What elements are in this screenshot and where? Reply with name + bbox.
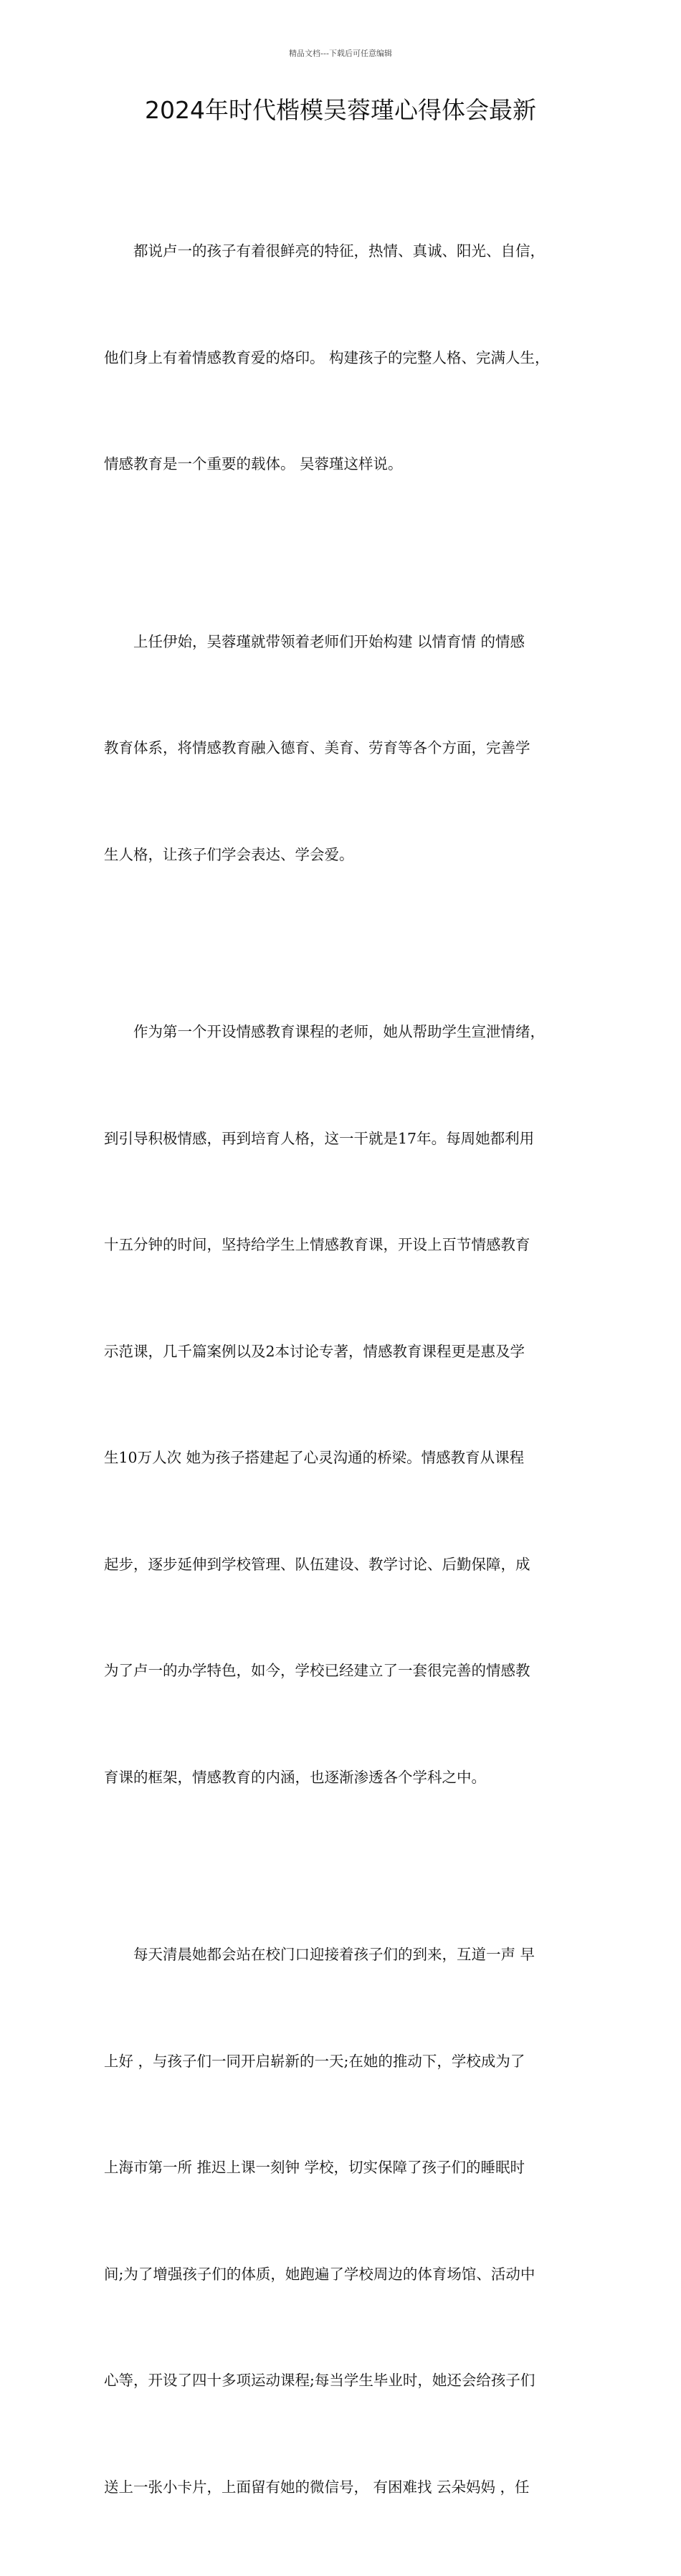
paragraph-line: 都说卢一的孩子有着很鲜亮的特征，热情、真诚、阳光、自信， — [133, 242, 545, 260]
paragraph-line: 送上一张小卡片，上面留有她的微信号， 有困难找 云朵妈妈 ，任 — [104, 2478, 530, 2496]
paragraph-line: 作为第一个开设情感教育课程的老师，她从帮助学生宣泄情绪， — [133, 1023, 545, 1040]
paragraph-4 — [104, 1866, 591, 2576]
paragraph-line: 他们身上有着情感教育爱的烙印。 构建孩子的完整人格、完满人生， — [104, 348, 550, 366]
paragraph-3 — [104, 944, 591, 1866]
paragraph-line: 上海市第一所 推迟上课一刻钟 学校，切实保障了孩子们的睡眠时 — [104, 2159, 525, 2176]
paragraph-line: 每天清晨她都会站在校门口迎接着孩子们的到来，互道一声 早 — [133, 1946, 535, 1963]
paragraph-line: 到引导积极情感，再到培育人格，这一干就是17年。每周她都利用 — [104, 1129, 535, 1147]
header-note: 精品文档---下载后可任意编辑 — [289, 49, 392, 58]
paragraph-1 — [104, 163, 591, 553]
paragraph-line: 情感教育是一个重要的载体。 吴蓉瑾这样说。 — [104, 455, 403, 472]
paragraph-line: 起步，逐步延伸到学校管理、队伍建设、教学讨论、后勤保障，成 — [104, 1555, 530, 1573]
paragraph-line: 十五分钟的时间，坚持给学生上情感教育课，开设上百节情感教育 — [104, 1236, 530, 1253]
paragraph-line: 教育体系，将情感教育融入德育、美育、劳育等各个方面，完善学 — [104, 739, 530, 756]
paragraph-line: 上好 ，与孩子们一同开启崭新的一天;在她的推动下，学校成为了 — [104, 2052, 525, 2070]
paragraph-line: 间;为了增强孩子们的体质，她跑遍了学校周边的体育场馆、活动中 — [104, 2265, 535, 2283]
document-title: 2024年时代楷模吴蓉瑾心得体会最新 — [145, 96, 536, 124]
paragraph-line: 生10万人次 她为孩子搭建起了心灵沟通的桥梁。情感教育从课程 — [104, 1449, 525, 1466]
paragraph-line: 为了卢一的办学特色，如今，学校已经建立了一套很完善的情感教 — [104, 1662, 530, 1679]
paragraph-line: 生人格，让孩子们学会表达、学会爱。 — [104, 845, 354, 863]
paragraph-line: 心等，开设了四十多项运动课程;每当学生毕业时，她还会给孩子们 — [104, 2372, 535, 2389]
paragraph-line: 上任伊始，吴蓉瑾就带领着老师们开始构建 以情育情 的情感 — [133, 632, 525, 650]
paragraph-line: 示范课，几千篇案例以及2本讨论专著，情感教育课程更是惠及学 — [104, 1342, 525, 1360]
paragraph-line: 育课的框架，情感教育的内涵，也逐渐渗透各个学科之中。 — [104, 1768, 486, 1786]
paragraph-2 — [104, 553, 591, 944]
document-body — [104, 163, 591, 2576]
